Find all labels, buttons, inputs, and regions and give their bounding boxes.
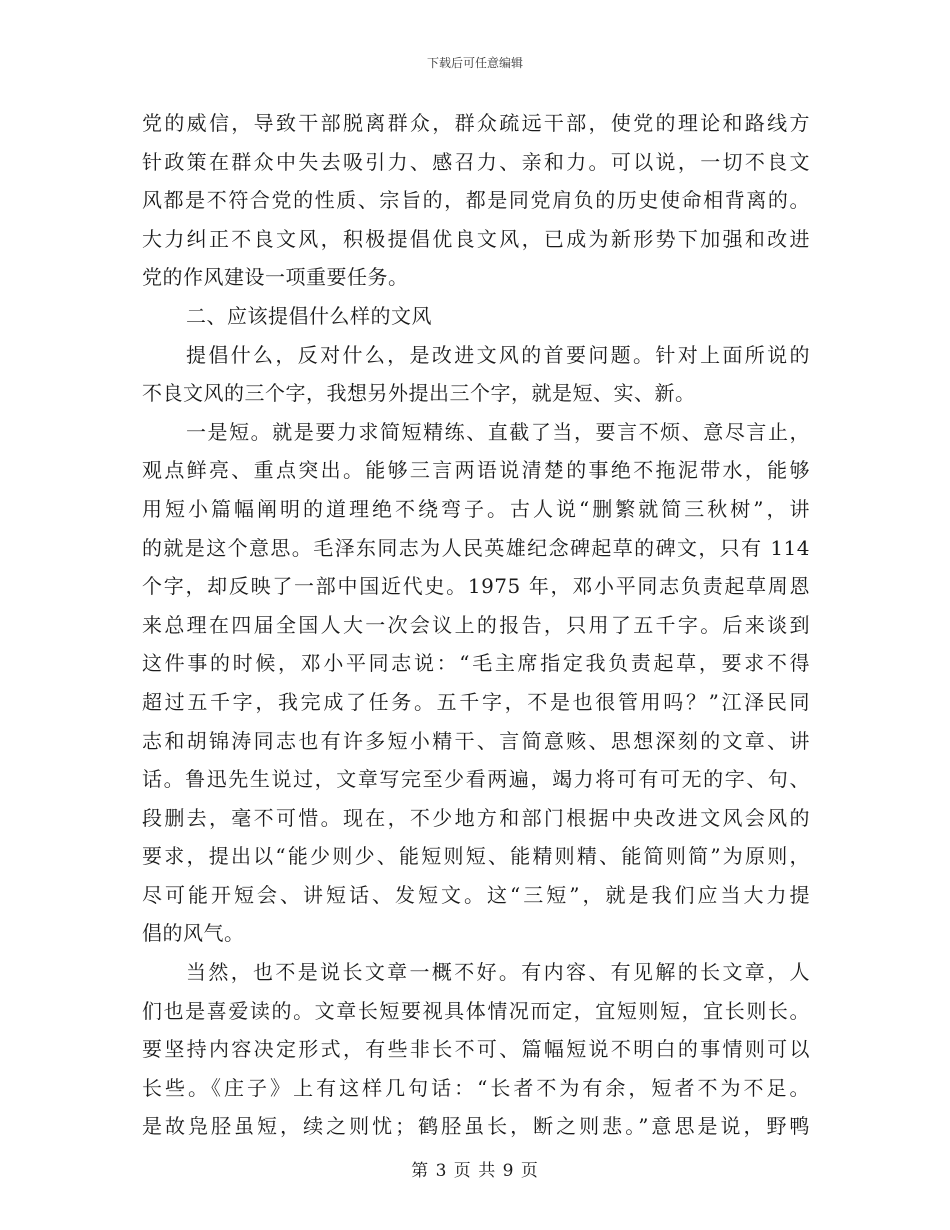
text-line: 要坚持内容决定形式，有些非长不可、篇幅短说不明白的事情则可以 [142,1037,810,1062]
page-number: 第 3 页 共 9 页 [411,1161,539,1181]
text-line: 不良文风的三个字，我想另外提出三个字，就是短、实、新。 [142,381,696,406]
text-line: 风都是不符合党的性质、宗旨的，都是同党肩负的历史使命相背离的。 [142,188,810,213]
text-line: 党的威信，导致干部脱离群众，群众疏远干部，使党的理论和路线方 [142,111,810,135]
text-line: 针政策在群众中失去吸引力、感召力、亲和力。可以说，一切不良文 [142,149,810,174]
text-line: 的就是这个意思。毛泽东同志为人民英雄纪念碑起草的碑文，只有 114 [142,535,810,560]
text-line: 超过五千字，我完成了任务。五千字，不是也很管用吗？”江泽民同 [142,689,810,714]
text-line: 倡的风气。 [142,921,245,946]
text-line: 这件事的时候，邓小平同志说：“毛主席指定我负责起草，要求不得 [142,651,810,676]
section-heading: 二、应该提倡什么样的文风 [186,303,432,328]
text-line: 段删去，毫不可惜。现在，不少地方和部门根据中央改进文风会风的 [142,805,810,830]
page-header: 下载后可任意编辑 [426,56,523,70]
text-line: 大力纠正不良文风，积极提倡优良文风，已成为新形势下加强和改进 [142,226,810,251]
text-line: 话。鲁迅先生说过，文章写完至少看两遍，竭力将可有可无的字、句、 [142,767,810,792]
text-line: 长些。《庄子》上有这样几句话：“长者不为有余，短者不为不足。 [142,1075,810,1100]
text-line: 个字，却反映了一部中国近代史。1975 年，邓小平同志负责起草周恩 [142,574,810,599]
text-line: 用短小篇幅阐明的道理绝不绕弯子。古人说“删繁就简三秋树”，讲 [142,496,810,521]
text-line: 来总理在四届全国人大一次会议上的报告，只用了五千字。后来谈到 [142,612,810,637]
text-line: 志和胡锦涛同志也有许多短小精干、言简意赅、思想深刻的文章、讲 [142,728,810,753]
text-line: 提倡什么，反对什么，是改进文风的首要问题。针对上面所说的 [186,342,810,367]
text-line: 是故凫胫虽短，续之则忧；鹤胫虽长，断之则悲。”意思是说，野鸭 [142,1114,810,1139]
text-line: 要求，提出以“能少则少、能短则短、能精则精、能简则简”为原则， [142,844,810,869]
text-line: 尽可能开短会、讲短话、发短文。这“三短”，就是我们应当大力提 [142,882,810,907]
text-line: 党的作风建设一项重要任务。 [142,265,409,290]
text-line: 当然，也不是说长文章一概不好。有内容、有见解的长文章，人 [186,960,810,985]
text-line: 们也是喜爱读的。文章长短要视具体情况而定，宜短则短，宜长则长。 [142,998,810,1023]
text-line: 一是短。就是要力求简短精练、直截了当，要言不烦、意尽言止， [186,419,810,444]
text-line: 观点鲜亮、重点突出。能够三言两语说清楚的事绝不拖泥带水，能够 [142,458,810,483]
document-body [142,104,810,1146]
